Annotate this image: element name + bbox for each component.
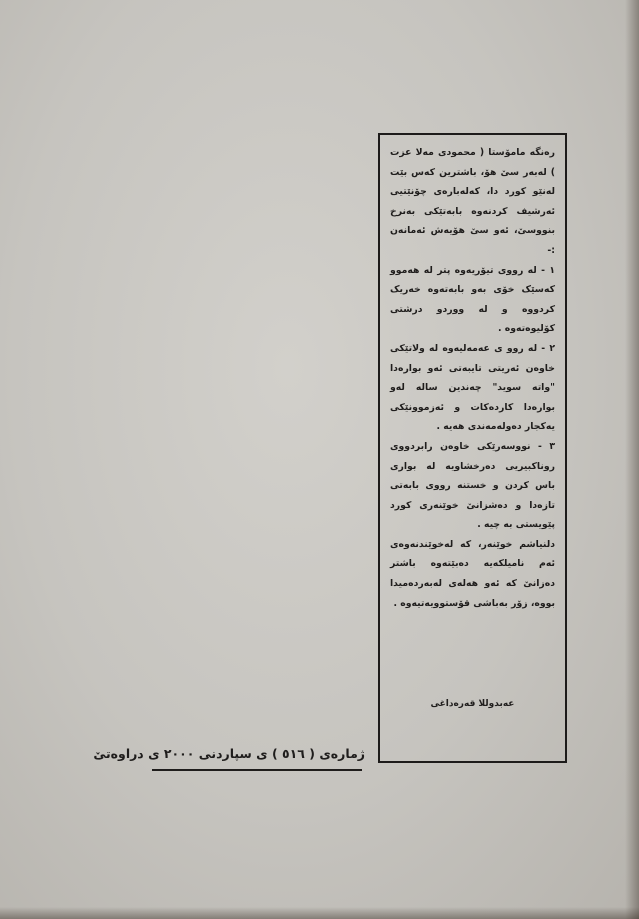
print-registration-note: ژمارەی ( ٥١٦ ) ی سپاردنی ٢٠٠٠ ی دراوەتێ <box>93 746 365 761</box>
page-edge-shadow <box>625 0 639 919</box>
blurb-closing: دلنیاشم خوێنەر، کە لەخوێندنەوەی ئەم نامیلکەیە دەبێتەوە باشتر دەزانێ کە ئەو هەلەی لەبەردەمیدا بووە، زۆر بەباشی قۆستوویەتیەوە . <box>390 538 555 609</box>
print-note-underline <box>152 769 362 771</box>
blurb-point-1: ١ - لە رووی تیۆریەوە پتر لە هەموو کەسێک خۆی بەو بابەتەوە خەریک کردووە و لە ووردو درشتی کۆلیوەتەوە . <box>390 264 555 335</box>
author-signature: عەبدوللا قەرەداغی <box>430 699 515 709</box>
blurb-point-2: ٢ - لە روو ی عەمەلیەوە لە ولاتێکی خاوەن ئەریتی تایبەتی ئەو بوارەدا "واتە سوید" چەندین سالە لەو بوارەدا کاردەکات و ئەزموونێکی یەکجار دەولەمەندی هەیە . <box>390 342 555 433</box>
blurb-point-3: ٣ - نووسەرێکی خاوەن رابردووی روناکبیریی دەرخشاویە لە بواری باس کردن و خستنە رووی بابەتی تازەدا و دەشزانێ خوێنەری کورد پێویستی بە چیە . <box>390 440 555 531</box>
page-bottom-shadow <box>0 907 639 919</box>
blurb-box <box>378 133 567 763</box>
blurb-intro: رەنگە مامۆستا ( محمودی مەلا عزت ) لەبەر سێ هۆ، باشترین کەس بێت لەنێو کورد دا، کەلەبارەی چۆنێتیی ئەرشیف کردنەوە بابەتێکی بەنرخ بنووسێ، ئەو سێ هۆیەش ئەمانەن :- <box>390 147 555 256</box>
